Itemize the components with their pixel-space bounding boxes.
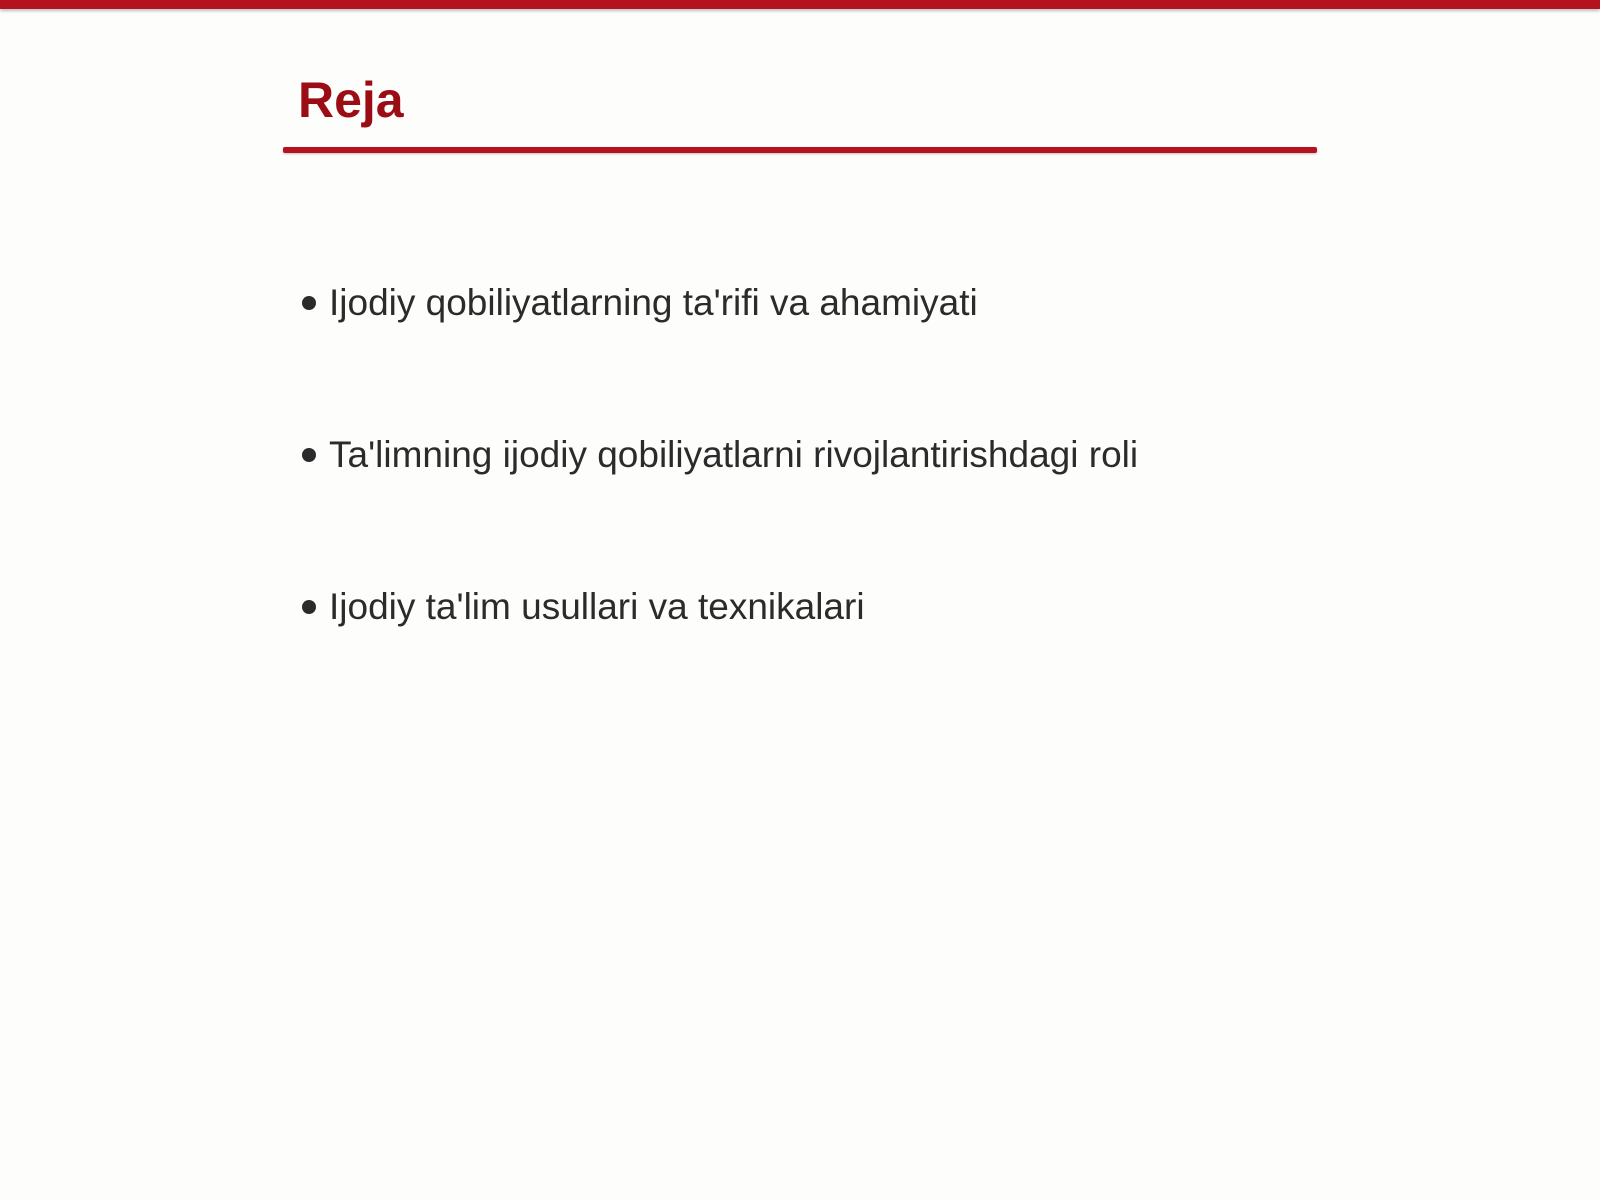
top-accent-bar: [0, 0, 1600, 9]
slide-title: Reja: [298, 72, 404, 128]
bullet-text: Ijodiy qobiliyatlarning ta'rifi va ahamiyati: [329, 282, 978, 323]
bullet-dot-icon: [302, 600, 316, 614]
bullet-text: Ta'limning ijodiy qobiliyatlarni rivojlantirishdagi roli: [329, 434, 1139, 475]
bullet-dot-icon: [302, 296, 316, 310]
bullet-text: Ijodiy ta'lim usullari va texnikalari: [329, 586, 865, 627]
title-underline: [283, 147, 1317, 153]
bullet-dot-icon: [302, 448, 316, 462]
